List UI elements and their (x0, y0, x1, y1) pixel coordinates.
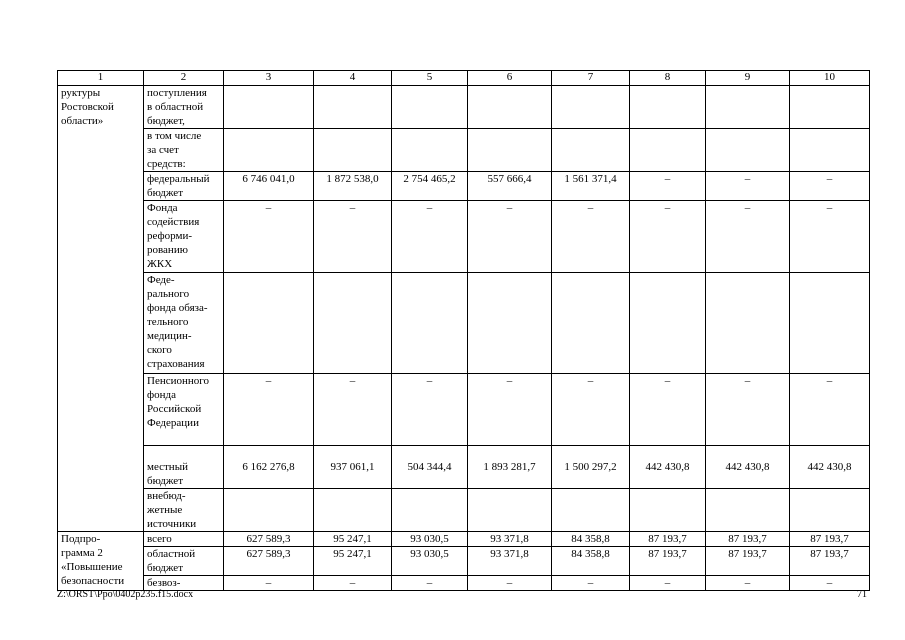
table-row (58, 374, 870, 446)
funding-source-line: поступления (147, 87, 207, 99)
funding-source-line: Российской (147, 403, 202, 415)
funding-source-cell (144, 547, 224, 576)
value-text: 84 358,8 (571, 548, 610, 560)
value-text: 504 344,4 (407, 461, 452, 473)
value-text: – (664, 173, 671, 185)
value-cell (468, 576, 552, 591)
value-cell (224, 489, 314, 532)
program-name-line: области» (61, 115, 104, 127)
value-cell (392, 374, 468, 446)
program-name-line: Подпро- (61, 533, 101, 545)
value-text: – (826, 577, 833, 589)
value-text: – (426, 202, 433, 214)
value-text: 87 193,7 (810, 533, 849, 545)
value-cell (224, 201, 314, 273)
value-cell (706, 547, 790, 576)
value-cell (224, 172, 314, 201)
value-cell (392, 201, 468, 273)
value-cell (552, 532, 630, 547)
value-cell (314, 273, 392, 374)
funding-source-line: бюджет (147, 475, 183, 487)
header-row (58, 71, 870, 86)
value-cell (224, 532, 314, 547)
value-cell (552, 489, 630, 532)
value-cell (392, 446, 468, 489)
column-number-4: 4 (314, 71, 392, 86)
funding-source-line: Фонда (147, 202, 178, 214)
value-cell (552, 86, 630, 129)
value-text: 87 193,7 (648, 548, 687, 560)
value-cell (790, 86, 870, 129)
funding-source-line: бюджет (147, 187, 183, 199)
value-cell (392, 576, 468, 591)
value-cell (630, 129, 706, 172)
value-cell (706, 201, 790, 273)
value-cell (552, 547, 630, 576)
value-text: 1 872 538,0 (326, 173, 379, 185)
table-row (58, 547, 870, 576)
value-cell (790, 547, 870, 576)
program-name-line: грамма 2 (61, 547, 103, 559)
value-cell (790, 374, 870, 446)
value-cell (706, 172, 790, 201)
funding-source-line: фонда обяза- (147, 302, 208, 314)
funding-source-line: фонда (147, 389, 176, 401)
value-text: 95 247,1 (333, 533, 372, 545)
funding-source-cell (144, 172, 224, 201)
value-cell (468, 374, 552, 446)
value-text: – (744, 173, 751, 185)
value-cell (224, 576, 314, 591)
value-text: 1 561 371,4 (564, 173, 617, 185)
funding-source-line: рального (147, 288, 190, 300)
value-cell (630, 374, 706, 446)
funding-source-line: тельного (147, 316, 189, 328)
value-cell (630, 532, 706, 547)
value-text: – (426, 375, 433, 387)
value-cell (224, 374, 314, 446)
value-cell (706, 374, 790, 446)
value-cell (790, 129, 870, 172)
value-cell (468, 446, 552, 489)
value-cell (314, 201, 392, 273)
funding-source-cell (144, 489, 224, 532)
value-text: 6 162 276,8 (242, 461, 295, 473)
value-text: 442 430,8 (807, 461, 852, 473)
value-text: 1 500 297,2 (564, 461, 617, 473)
value-text: 87 193,7 (728, 548, 767, 560)
value-cell (630, 172, 706, 201)
value-text: 2 754 465,2 (403, 173, 456, 185)
value-text: 6 746 041,0 (242, 173, 295, 185)
funding-source-line (147, 446, 220, 460)
value-text: – (744, 577, 751, 589)
value-cell (314, 86, 392, 129)
value-cell (552, 576, 630, 591)
value-cell (630, 576, 706, 591)
funding-source-line: всего (147, 533, 172, 545)
program-name-line: «Повышение (61, 561, 123, 573)
funding-source-cell (144, 129, 224, 172)
column-number-10: 10 (790, 71, 870, 86)
value-cell (314, 576, 392, 591)
funding-source-line: средств: (147, 158, 186, 170)
value-cell (314, 374, 392, 446)
table-row (58, 532, 870, 547)
value-cell (468, 201, 552, 273)
funding-source-cell (144, 273, 224, 374)
value-cell (552, 273, 630, 374)
value-text: – (664, 202, 671, 214)
value-text: 95 247,1 (333, 548, 372, 560)
value-text: – (506, 202, 513, 214)
value-cell (392, 489, 468, 532)
program-name-line: безопасности (61, 575, 125, 587)
value-text: 87 193,7 (810, 548, 849, 560)
value-text: 627 589,3 (246, 533, 291, 545)
funding-source-line: местный (147, 461, 188, 473)
value-text: – (664, 577, 671, 589)
value-cell (392, 532, 468, 547)
value-text: 442 430,8 (725, 461, 770, 473)
budget-table (57, 70, 870, 591)
table-row (58, 201, 870, 273)
value-cell (468, 532, 552, 547)
value-cell (314, 446, 392, 489)
value-text: – (506, 375, 513, 387)
funding-source-cell (144, 201, 224, 273)
value-cell (392, 547, 468, 576)
value-cell (630, 273, 706, 374)
column-number-3: 3 (224, 71, 314, 86)
value-text: – (265, 577, 272, 589)
value-text: 627 589,3 (246, 548, 291, 560)
value-text: 93 371,8 (490, 533, 529, 545)
funding-source-line: ского (147, 344, 172, 356)
value-cell (392, 273, 468, 374)
funding-source-cell (144, 532, 224, 547)
value-cell (552, 201, 630, 273)
column-number-9: 9 (706, 71, 790, 86)
value-text: – (587, 202, 594, 214)
value-cell (468, 489, 552, 532)
value-cell (790, 172, 870, 201)
value-cell (790, 532, 870, 547)
value-cell (468, 86, 552, 129)
value-text: – (744, 202, 751, 214)
table-row (58, 129, 870, 172)
value-text: – (349, 577, 356, 589)
value-cell (706, 532, 790, 547)
value-text: 93 030,5 (410, 533, 449, 545)
table-row (58, 86, 870, 129)
value-text: 557 666,4 (487, 173, 532, 185)
value-cell (552, 446, 630, 489)
value-cell (706, 86, 790, 129)
funding-source-line: в областной (147, 101, 204, 113)
value-text: 93 030,5 (410, 548, 449, 560)
funding-source-line: страхования (147, 358, 205, 370)
value-cell (224, 86, 314, 129)
value-cell (552, 129, 630, 172)
column-number-1: 1 (58, 71, 144, 86)
value-cell (392, 172, 468, 201)
value-text: 87 193,7 (648, 533, 687, 545)
funding-source-line: жетные (147, 504, 183, 516)
value-cell (706, 273, 790, 374)
value-cell (790, 446, 870, 489)
value-text: – (265, 375, 272, 387)
value-cell (468, 273, 552, 374)
program-name-cell (58, 532, 144, 591)
value-cell (706, 446, 790, 489)
column-number-7: 7 (552, 71, 630, 86)
funding-source-line: источники (147, 518, 197, 530)
funding-source-line: Федерации (147, 417, 199, 429)
value-cell (706, 129, 790, 172)
value-text: 87 193,7 (728, 533, 767, 545)
value-cell (630, 547, 706, 576)
value-cell (630, 489, 706, 532)
value-cell (314, 489, 392, 532)
value-cell (224, 273, 314, 374)
value-cell (630, 86, 706, 129)
program-name-line: Ростовской (61, 101, 114, 113)
column-number-6: 6 (468, 71, 552, 86)
funding-source-line: безвоз- (147, 577, 181, 589)
table-row (58, 172, 870, 201)
funding-source-line: в том числе (147, 130, 202, 142)
value-text: – (826, 202, 833, 214)
value-cell (790, 489, 870, 532)
value-text: 93 371,8 (490, 548, 529, 560)
value-cell (706, 576, 790, 591)
value-cell (314, 532, 392, 547)
column-number-5: 5 (392, 71, 468, 86)
funding-source-line: бюджет (147, 562, 183, 574)
value-cell (790, 201, 870, 273)
value-text: – (744, 375, 751, 387)
funding-source-line: за счет (147, 144, 179, 156)
value-text: – (587, 375, 594, 387)
value-cell (468, 129, 552, 172)
value-cell (314, 129, 392, 172)
funding-source-line: Феде- (147, 274, 175, 286)
value-text: 1 893 281,7 (483, 461, 536, 473)
value-text: – (265, 202, 272, 214)
value-cell (224, 547, 314, 576)
funding-source-line: бюджет, (147, 115, 185, 127)
value-cell (314, 547, 392, 576)
funding-source-line: федеральный (147, 173, 210, 185)
value-text: 442 430,8 (645, 461, 690, 473)
value-text: 937 061,1 (330, 461, 375, 473)
funding-source-line: содействия (147, 216, 200, 228)
value-text: – (506, 577, 513, 589)
page-number: 71 (857, 589, 867, 600)
program-name-cell (58, 86, 144, 532)
funding-source-cell (144, 86, 224, 129)
value-text: – (426, 577, 433, 589)
value-text: – (587, 577, 594, 589)
column-number-2: 2 (144, 71, 224, 86)
value-cell (392, 129, 468, 172)
program-name-line: руктуры (61, 87, 101, 99)
value-text: – (826, 375, 833, 387)
funding-source-line: реформи- (147, 230, 192, 242)
table-row (58, 273, 870, 374)
funding-source-line: медицин- (147, 330, 192, 342)
value-cell (224, 446, 314, 489)
value-text: – (349, 202, 356, 214)
value-cell (552, 374, 630, 446)
funding-source-cell (144, 446, 224, 489)
funding-source-cell (144, 374, 224, 446)
table-row (58, 446, 870, 489)
value-cell (630, 201, 706, 273)
footer-file-path: Z:\ORST\Ppo\0402p235.f15.docx (57, 589, 194, 600)
value-cell (552, 172, 630, 201)
value-text: – (826, 173, 833, 185)
column-number-8: 8 (630, 71, 706, 86)
funding-source-line: Пенсионного (147, 375, 209, 387)
funding-source-line: внебюд- (147, 490, 186, 502)
value-text: – (664, 375, 671, 387)
value-cell (468, 172, 552, 201)
value-cell (706, 489, 790, 532)
value-text: – (349, 375, 356, 387)
funding-source-line: ЖКХ (147, 258, 173, 270)
funding-source-line: областной (147, 548, 196, 560)
value-cell (224, 129, 314, 172)
value-cell (630, 446, 706, 489)
value-cell (790, 273, 870, 374)
value-text: 84 358,8 (571, 533, 610, 545)
value-cell (314, 172, 392, 201)
funding-source-line: рованию (147, 244, 188, 256)
value-cell (392, 86, 468, 129)
value-cell (468, 547, 552, 576)
table-row (58, 489, 870, 532)
